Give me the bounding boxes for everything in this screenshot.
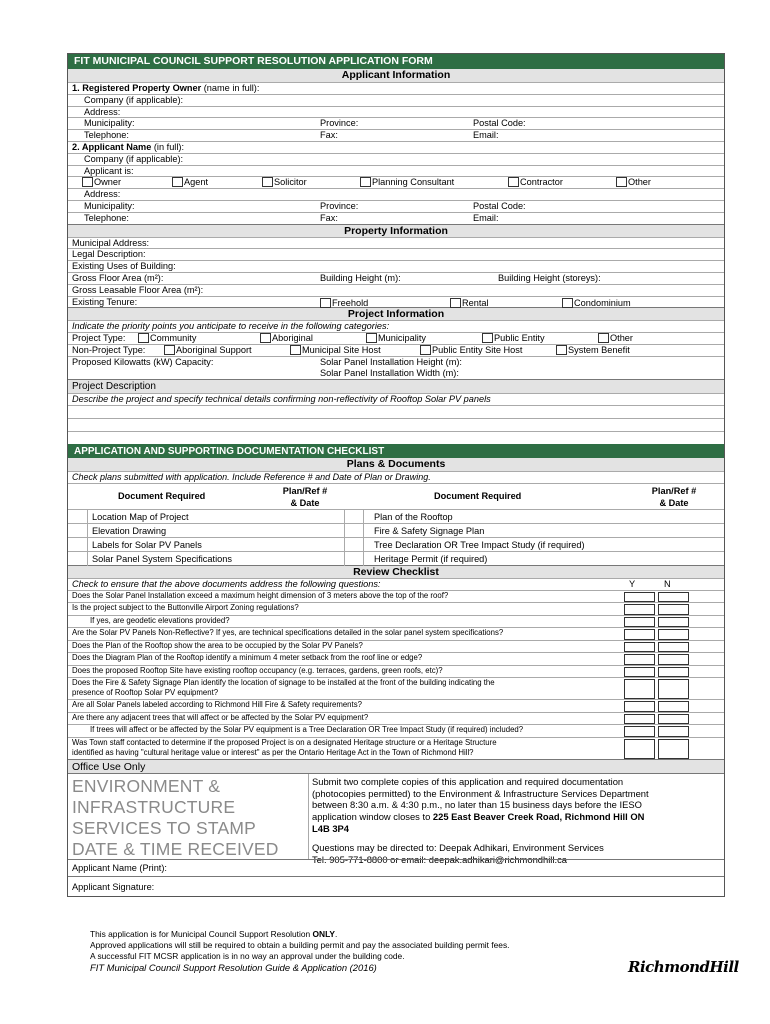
checkbox-freehold[interactable]: Freehold	[320, 298, 368, 310]
yes-checkbox[interactable]	[624, 629, 655, 640]
no-checkbox[interactable]	[658, 642, 689, 653]
review-question-text: If trees will affect or be affected by the Solar PV equipment is a Tree Declaration OR Tree Impact Study (if required) included?	[90, 725, 524, 735]
yes-checkbox[interactable]	[624, 642, 655, 653]
review-question-text: Does the Plan of the Rooftop show the area to be occupied by the Solar PV Panels?	[72, 640, 363, 650]
checkbox-municipality[interactable]: Municipality	[366, 333, 426, 345]
kilowatts-row[interactable]: Proposed Kilowatts (kW) Capacity: Solar Panel Installation Height (m):	[68, 356, 724, 368]
application-form	[67, 53, 725, 897]
guide-title: FIT Municipal Council Support Resolution Guide & Application (2016)	[90, 962, 377, 973]
owner-municipality-row[interactable]: Municipality: Province: Postal Code:	[68, 117, 724, 129]
no-checkbox[interactable]	[658, 739, 689, 759]
review-question-list	[68, 590, 724, 759]
owner-address-row[interactable]: Address:	[68, 106, 724, 118]
no-checkbox[interactable]	[658, 714, 689, 725]
checkbox-municipal-site-host[interactable]: Municipal Site Host	[290, 345, 381, 357]
no-checkbox[interactable]	[658, 726, 689, 737]
review-question-text: If yes, are geodetic elevations provided?	[90, 615, 230, 625]
legal-description-row[interactable]: Legal Description:	[68, 248, 724, 260]
no-checkbox[interactable]	[658, 667, 689, 678]
property-section-heading: Property Information	[68, 224, 724, 237]
description-line[interactable]	[68, 431, 724, 444]
project-section-heading: Project Information	[68, 307, 724, 320]
review-question-text: Is the project subject to the Buttonville Airport Zoning regulations?	[72, 603, 299, 613]
project-type-row: Project Type: Community Aboriginal Municipality Public Entity Other	[68, 332, 724, 344]
checkbox-signage-plan[interactable]	[344, 524, 364, 538]
yes-checkbox[interactable]	[624, 679, 655, 699]
checkbox-heritage-permit[interactable]	[344, 552, 364, 566]
description-line[interactable]	[68, 405, 724, 418]
office-use-area	[68, 773, 724, 865]
checkbox-aboriginal[interactable]: Aboriginal	[260, 333, 313, 345]
gross-leasable-row[interactable]: Gross Leasable Floor Area (m²):	[68, 284, 724, 296]
form-title: FIT MUNICIPAL COUNCIL SUPPORT RESOLUTION APPLICATION FORM	[68, 54, 724, 69]
yes-checkbox[interactable]	[624, 739, 655, 759]
checkbox-location-map[interactable]	[68, 510, 88, 524]
stamp-area: ENVIRONMENT & INFRASTRUCTURE SERVICES TO STAMP DATE & TIME RECEIVED	[72, 775, 279, 859]
review-question-text: Does the Solar Panel Installation exceed a maximum height dimension of 3 meters above the top of the roof?	[72, 590, 449, 600]
yes-checkbox[interactable]	[624, 726, 655, 737]
checkbox-panel-labels[interactable]	[68, 538, 88, 552]
richmond-hill-logo: RichmondHill	[628, 958, 739, 976]
checklist-instruction: Check plans submitted with application. Include Reference # and Date of Plan or Drawing.	[68, 471, 724, 483]
owner-telephone-row[interactable]: Telephone: Fax: Email:	[68, 129, 724, 141]
review-question-text: Does the Fire & Safety Signage Plan identify the location of signage to be installed at the front of the building indicating the	[72, 678, 495, 688]
review-question-row	[68, 590, 724, 603]
review-question-row	[68, 677, 724, 699]
checkbox-other[interactable]: Other	[616, 177, 651, 189]
review-instruction: Check to ensure that the above documents address the following questions: Y N	[68, 578, 724, 590]
project-description-heading: Project Description	[68, 379, 724, 393]
document-row: Labels for Solar PV Panels Tree Declaration OR Tree Impact Study (if required)	[68, 537, 724, 551]
checkbox-planning-consultant[interactable]: Planning Consultant	[360, 177, 454, 189]
no-checkbox[interactable]	[658, 679, 689, 699]
checkbox-elevation-drawing[interactable]	[68, 524, 88, 538]
office-use-heading: Office Use Only	[68, 759, 724, 773]
applicant-company-row[interactable]: Company (if applicable):	[68, 153, 724, 165]
checkbox-agent[interactable]: Agent	[172, 177, 208, 189]
checkbox-system-benefit[interactable]: System Benefit	[556, 345, 630, 357]
gross-floor-area-row[interactable]: Gross Floor Area (m²): Building Height (m): Building Height (storeys):	[68, 272, 724, 284]
plans-documents-heading: Plans & Documents	[68, 458, 724, 471]
review-question-text: Does the Diagram Plan of the Rooftop identify a minimum 4 meter setback from the roof line or edge?	[72, 653, 423, 663]
review-question-row	[68, 737, 724, 759]
yes-checkbox[interactable]	[624, 714, 655, 725]
review-checklist-heading: Review Checklist	[68, 565, 724, 578]
yes-checkbox[interactable]	[624, 592, 655, 603]
review-question-text: Was Town staff contacted to determine if the proposed Project is on a designated Heritage structure or a Heritage Structure	[72, 737, 497, 747]
review-question-row	[68, 640, 724, 653]
checkbox-other-project[interactable]: Other	[598, 333, 633, 345]
nonproject-type-row: Non-Project Type: Aboriginal Support Municipal Site Host Public Entity Site Host System Benefit	[68, 344, 724, 356]
checkbox-public-entity[interactable]: Public Entity	[482, 333, 545, 345]
review-question-row	[68, 699, 724, 712]
panel-width-row[interactable]: Solar Panel Installation Width (m):	[320, 367, 459, 378]
checkbox-public-entity-site-host[interactable]: Public Entity Site Host	[420, 345, 522, 357]
review-question-text: Are all Solar Panels labeled according to Richmond Hill Fire & Safety requirements?	[72, 700, 362, 710]
municipal-address-row[interactable]: Municipal Address:	[68, 237, 724, 249]
priority-instruction: Indicate the priority points you anticipate to receive in the following categories:	[68, 320, 724, 332]
document-row: Location Map of Project Plan of the Rooftop	[68, 509, 724, 523]
checkbox-contractor[interactable]: Contractor	[508, 177, 563, 189]
checklist-heading: APPLICATION AND SUPPORTING DOCUMENTATION CHECKLIST	[68, 444, 724, 458]
no-checkbox[interactable]	[658, 617, 689, 628]
applicant-name-row[interactable]: 2. Applicant Name (in full):	[68, 141, 724, 153]
yes-checkbox[interactable]	[624, 604, 655, 615]
yes-checkbox[interactable]	[624, 701, 655, 712]
no-checkbox[interactable]	[658, 592, 689, 603]
yes-checkbox[interactable]	[624, 667, 655, 678]
document-row: Solar Panel System Specifications Heritage Permit (if required)	[68, 551, 724, 565]
checkbox-aboriginal-support[interactable]: Aboriginal Support	[164, 345, 252, 357]
review-question-text: identified as having "cultural heritage value or interest" as per the Ontario Heritage Act in the Town of Richmond Hill?	[72, 747, 474, 757]
tenure-row: Existing Tenure: Freehold Rental Condominium	[68, 296, 724, 308]
review-question-text: Does the proposed Rooftop Site have existing rooftop occupancy (e.g. terraces, gardens, green roofs, etc)?	[72, 665, 443, 675]
checkbox-solicitor[interactable]: Solicitor	[262, 177, 307, 189]
review-question-row	[68, 712, 724, 725]
no-checkbox[interactable]	[658, 629, 689, 640]
applicant-telephone-row[interactable]: Telephone: Fax: Email:	[68, 212, 724, 224]
review-question-row	[68, 665, 724, 678]
checkbox-owner[interactable]: Owner	[82, 177, 121, 189]
review-question-row	[68, 602, 724, 615]
applicant-is-row: Applicant is:	[68, 165, 724, 177]
checkbox-tree-declaration[interactable]	[344, 538, 364, 552]
no-column-label: N	[664, 578, 671, 589]
review-question-row	[68, 627, 724, 640]
no-checkbox[interactable]	[658, 604, 689, 615]
checkbox-system-specs[interactable]	[68, 552, 88, 566]
document-table-header: Document Required Plan/Ref # & Date Document Required Plan/Ref # & Date	[68, 483, 724, 509]
yes-checkbox[interactable]	[624, 617, 655, 628]
footer-notes: This application is for Municipal Council Support Resolution ONLY. Approved applications will still be required to obtain a building permit and pay the associated building permit fees. A successful FIT MCSR application is in no way an approval under the building code.	[90, 929, 510, 961]
no-checkbox[interactable]	[658, 654, 689, 665]
checkbox-community[interactable]: Community	[138, 333, 196, 345]
applicant-address-row[interactable]: Address:	[68, 188, 724, 200]
review-question-text: Are the Solar PV Panels Non-Reflective? If yes, are technical specifications detailed in the solar panel system specifications?	[72, 628, 504, 638]
applicant-print-name-row[interactable]: Applicant Name (Print):	[68, 859, 724, 876]
review-question-row	[68, 724, 724, 737]
applicant-municipality-row[interactable]: Municipality: Province: Postal Code:	[68, 200, 724, 212]
applicant-signature-row[interactable]: Applicant Signature:	[68, 876, 724, 896]
applicant-section-heading: Applicant Information	[68, 69, 724, 82]
no-checkbox[interactable]	[658, 701, 689, 712]
checkbox-rental[interactable]: Rental	[450, 298, 489, 310]
review-question-text: presence of Rooftop Solar PV equipment?	[72, 688, 219, 698]
yes-column-label: Y	[629, 578, 636, 589]
checkbox-condominium[interactable]: Condominium	[562, 298, 631, 310]
review-question-row	[68, 615, 724, 628]
review-question-text: Are there any adjacent trees that will affect or be affected by the Solar PV equipment?	[72, 712, 369, 722]
yes-checkbox[interactable]	[624, 654, 655, 665]
description-line[interactable]	[68, 418, 724, 431]
submission-instructions: Submit two complete copies of this application and required documentation (photocopies permitted) to the Environment & Infrastructure Services Department between 8:30 a.m. & 4:30 p.m., no later than 15 business days before the IESO application window closes to 225 East Beaver Creek Road, Richmond Hill ON L4B 3P4 Questions may be directed to: Deepak Adhikari, Environment Services Tel. 905-771-8800 or email: deepak.adhikari@richmondhill.ca	[312, 775, 649, 865]
checkbox-rooftop-plan[interactable]	[344, 510, 364, 524]
document-row: Elevation Drawing Fire & Safety Signage Plan	[68, 523, 724, 537]
owner-company-row[interactable]: Company (if applicable):	[68, 94, 724, 106]
project-description-instruction: Describe the project and specify technical details confirming non-reflectivity of Rooftop Solar PV panels	[68, 393, 724, 405]
applicant-type-row	[68, 176, 724, 188]
existing-uses-row[interactable]: Existing Uses of Building:	[68, 260, 724, 272]
review-question-row	[68, 652, 724, 665]
owner-name-row[interactable]: 1. Registered Property Owner (name in full):	[68, 82, 724, 94]
